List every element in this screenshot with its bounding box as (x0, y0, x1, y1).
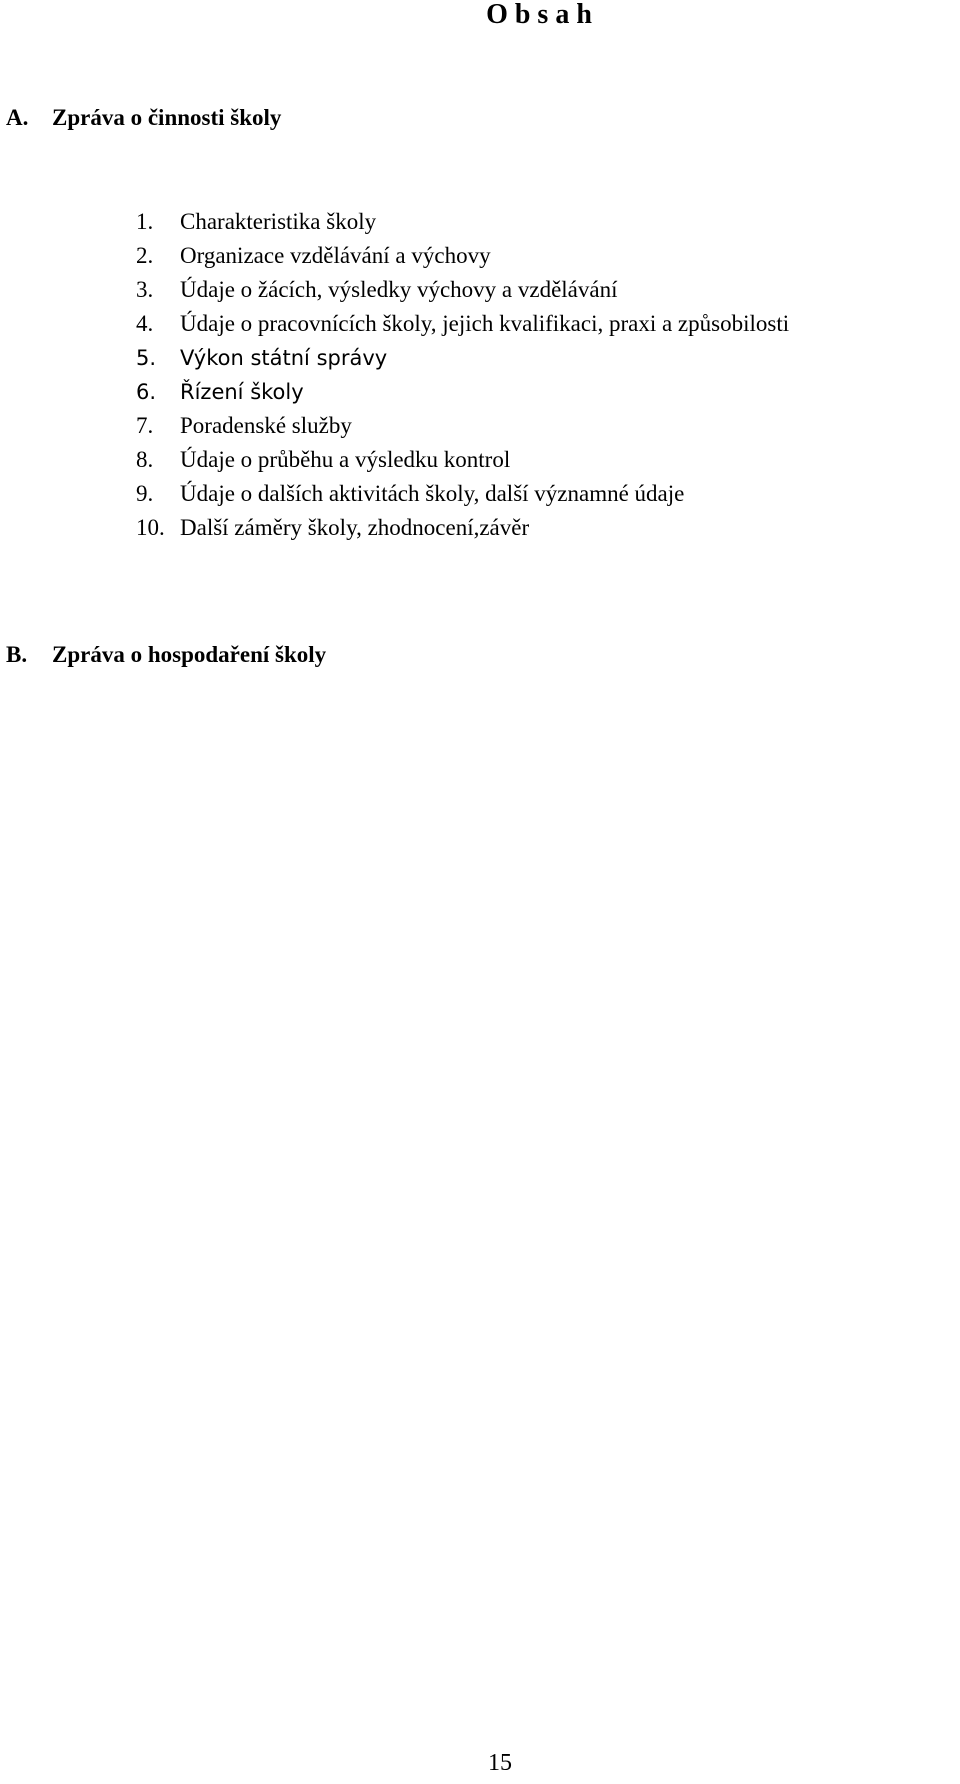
toc-item-number: 8. (136, 447, 154, 472)
section-label: Zpráva o hospodaření školy (52, 642, 327, 667)
page-number: 15 (488, 1750, 512, 1776)
toc-item-number: 3. (136, 277, 154, 302)
toc-item-3 (136, 273, 789, 307)
section-heading-b (6, 641, 326, 669)
toc-item-number: 6. (136, 380, 157, 404)
toc-item-number: 2. (136, 243, 154, 268)
section-letter: B. (6, 642, 28, 667)
toc-item-4 (136, 307, 789, 341)
page-title: O b s a h (486, 0, 592, 30)
toc-item-text: Údaje o průběhu a výsledku kontrol (180, 447, 511, 472)
toc-item-text: Údaje o pracovnících školy, jejich kvalifikaci, praxi a způsobilosti (180, 311, 790, 336)
toc-item-number: 7. (136, 413, 154, 438)
toc-item-number: 9. (136, 481, 154, 506)
toc-item-text: Organizace vzdělávání a výchovy (180, 243, 491, 268)
toc-item-text: Charakteristika školy (180, 209, 377, 234)
toc-item-text: Další záměry školy, zhodnocení,závěr (180, 515, 530, 540)
toc-item-10 (136, 511, 789, 545)
toc-item-text: Řízení školy (180, 380, 304, 404)
section-label: Zpráva o činnosti školy (52, 105, 282, 130)
section-letter: A. (6, 105, 29, 130)
toc-item-7 (136, 409, 789, 443)
toc-item-text: Údaje o žácích, výsledky výchovy a vzdělávání (180, 277, 618, 302)
toc-item-number: 10. (136, 515, 165, 540)
toc-item-8 (136, 443, 789, 477)
toc-item-text: Poradenské služby (180, 413, 352, 438)
toc-item-text: Výkon státní správy (180, 346, 388, 370)
toc-item-2 (136, 239, 789, 273)
toc-item-number: 4. (136, 311, 154, 336)
toc-list (136, 205, 789, 545)
toc-item-6 (136, 375, 789, 409)
toc-item-number: 5. (136, 346, 157, 370)
section-heading-a (6, 104, 281, 132)
toc-item-5 (136, 341, 789, 375)
toc-item-9 (136, 477, 789, 511)
toc-item-1 (136, 205, 789, 239)
toc-item-number: 1. (136, 209, 154, 234)
toc-item-text: Údaje o dalších aktivitách školy, další významné údaje (180, 481, 685, 506)
